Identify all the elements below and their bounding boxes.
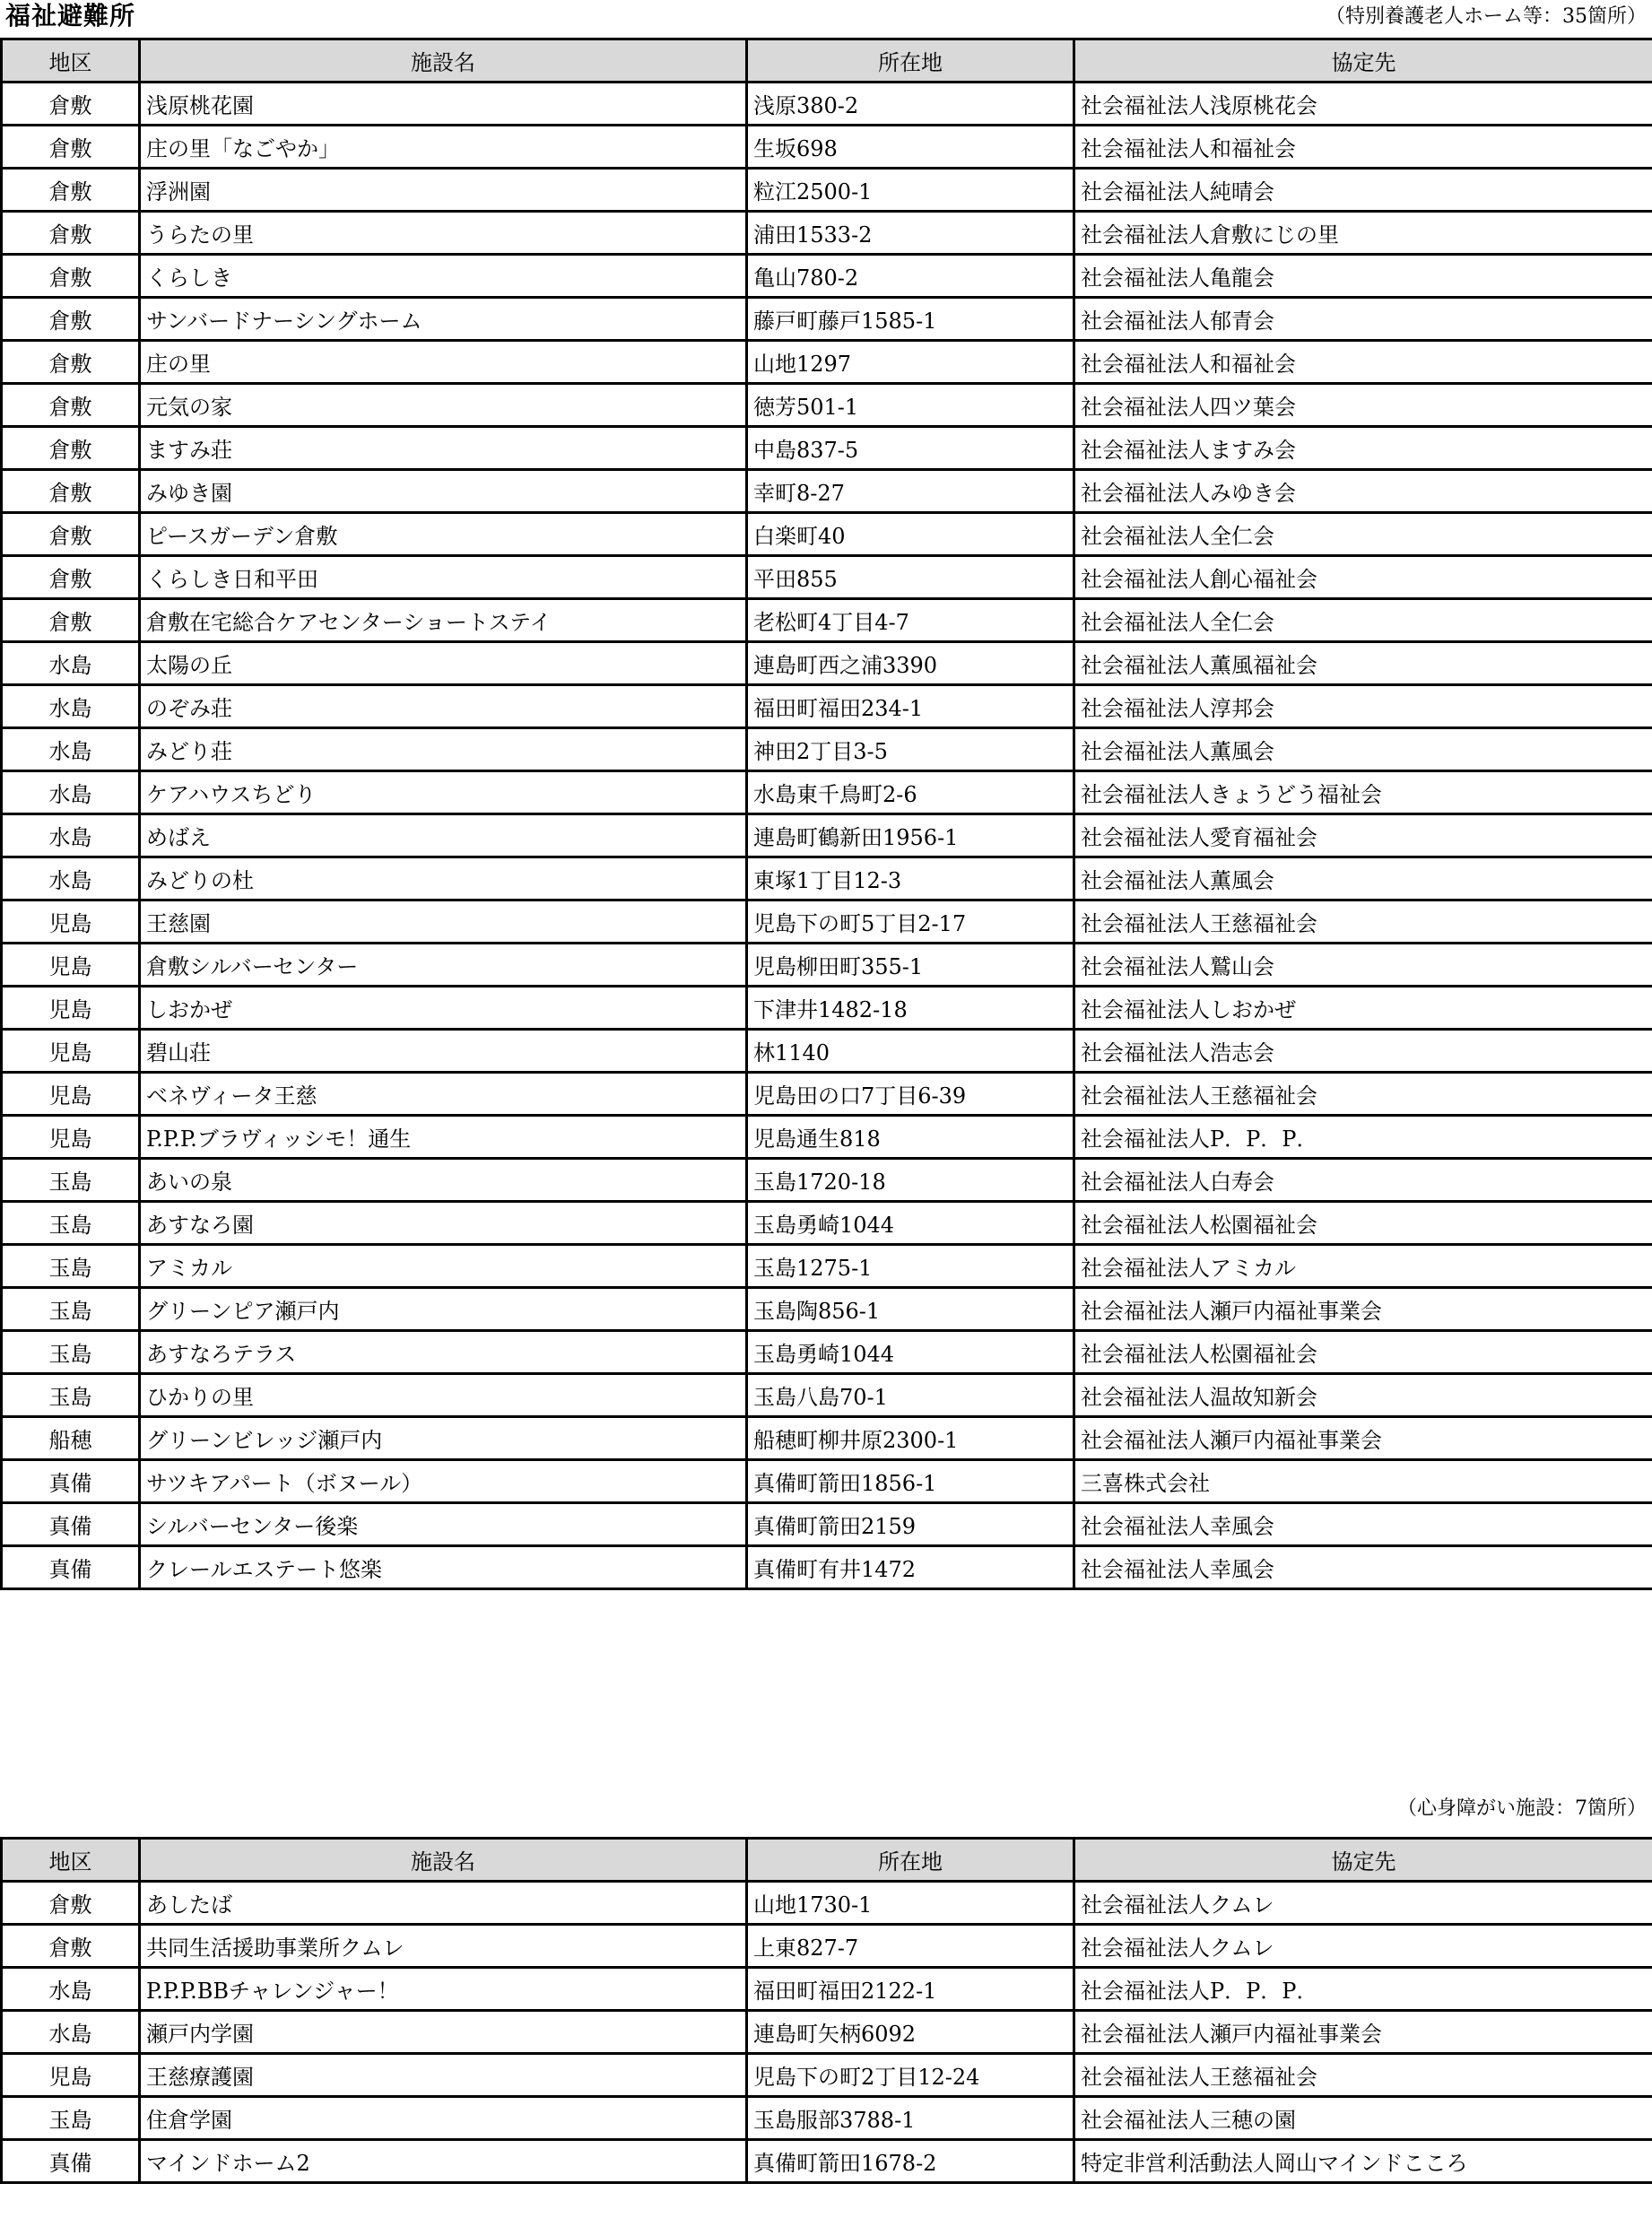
table-row (2, 1116, 1652, 1159)
agreement-partner-cell: 社会福祉法人純晴会 (1074, 169, 1652, 212)
address-cell: 真備町箭田2159 (747, 1503, 1074, 1546)
district-cell: 水島 (2, 685, 140, 728)
agreement-partner-cell: 社会福祉法人浅原桃花会 (1074, 83, 1652, 126)
table-row (2, 2011, 1652, 2054)
agreement-partner-cell: 社会福祉法人P．P．P． (1074, 1968, 1652, 2011)
address-cell: 東塚1丁目12-3 (747, 857, 1074, 900)
address-cell: 平田855 (747, 556, 1074, 599)
district-cell: 倉敷 (2, 1882, 140, 1925)
district-cell: 水島 (2, 814, 140, 857)
district-cell: 真備 (2, 1503, 140, 1546)
facility-name-cell: しおかぜ (140, 987, 747, 1030)
table-row (2, 900, 1652, 944)
district-cell: 倉敷 (2, 599, 140, 642)
facility-name-cell: あすなろテラス (140, 1331, 747, 1374)
table-row (2, 1202, 1652, 1245)
facility-name-cell: アミカル (140, 1245, 747, 1288)
facility-name-cell: みゆき園 (140, 470, 747, 513)
district-cell: 真備 (2, 1460, 140, 1503)
address-cell: 幸町8-27 (747, 470, 1074, 513)
facility-name-cell: 倉敷在宅総合ケアセンターショートステイ (140, 599, 747, 642)
district-cell: 児島 (2, 1116, 140, 1159)
facility-table-elderly (0, 38, 1652, 1590)
address-cell: 下津井1482-18 (747, 987, 1074, 1030)
table-row (2, 2054, 1652, 2097)
facility-name-cell: 王慈療護園 (140, 2054, 747, 2097)
table-row (2, 1968, 1652, 2011)
agreement-partner-cell: 社会福祉法人三穂の園 (1074, 2097, 1652, 2140)
section-note-elderly: （特別養護老人ホーム等：35箇所） (1326, 5, 1647, 28)
facility-name-cell: 浅原桃花園 (140, 83, 747, 126)
address-cell: 上東827-7 (747, 1925, 1074, 1968)
district-cell: 児島 (2, 1073, 140, 1116)
district-cell: 玉島 (2, 1202, 140, 1245)
facility-table-disability (0, 1837, 1652, 2184)
table-body (2, 1882, 1652, 2183)
address-cell: 玉島1275-1 (747, 1245, 1074, 1288)
district-cell: 倉敷 (2, 470, 140, 513)
address-cell: 玉島勇崎1044 (747, 1202, 1074, 1245)
agreement-partner-cell: 社会福祉法人松園福祉会 (1074, 1331, 1652, 1374)
district-cell: 水島 (2, 2011, 140, 2054)
agreement-partner-cell: 社会福祉法人瀬戸内福祉事業会 (1074, 1288, 1652, 1331)
address-cell: 亀山780-2 (747, 255, 1074, 298)
header-district: 地区 (2, 39, 140, 83)
table-row (2, 642, 1652, 685)
address-cell: 浦田1533-2 (747, 212, 1074, 255)
facility-name-cell: 元気の家 (140, 384, 747, 427)
district-cell: 倉敷 (2, 83, 140, 126)
address-cell: 林1140 (747, 1030, 1074, 1073)
district-cell: 倉敷 (2, 126, 140, 169)
table-row (2, 771, 1652, 814)
table-row (2, 2097, 1652, 2140)
header-facility-name: 施設名 (140, 1839, 747, 1882)
agreement-partner-cell: 社会福祉法人四ツ葉会 (1074, 384, 1652, 427)
table-row (2, 83, 1652, 126)
address-cell: 山地1730-1 (747, 1882, 1074, 1925)
table-row (2, 470, 1652, 513)
header-district: 地区 (2, 1839, 140, 1882)
header-address: 所在地 (747, 1839, 1074, 1882)
agreement-partner-cell: 社会福祉法人全仁会 (1074, 599, 1652, 642)
facility-name-cell: あいの泉 (140, 1159, 747, 1202)
address-cell: 福田町福田234-1 (747, 685, 1074, 728)
district-cell: 倉敷 (2, 298, 140, 341)
agreement-partner-cell: 社会福祉法人王慈福祉会 (1074, 2054, 1652, 2097)
facility-name-cell: くらしき (140, 255, 747, 298)
district-cell: 玉島 (2, 1374, 140, 1417)
district-cell: 船穂 (2, 1417, 140, 1460)
facility-name-cell: 太陽の丘 (140, 642, 747, 685)
district-cell: 倉敷 (2, 556, 140, 599)
facility-name-cell: みどりの杜 (140, 857, 747, 900)
address-cell: 白楽町40 (747, 513, 1074, 556)
table-row (2, 255, 1652, 298)
facility-name-cell: クレールエステート悠楽 (140, 1546, 747, 1589)
address-cell: 玉島服部3788-1 (747, 2097, 1074, 2140)
facility-name-cell: グリーンピア瀬戸内 (140, 1288, 747, 1331)
facility-name-cell: 倉敷シルバーセンター (140, 944, 747, 987)
table-row (2, 2140, 1652, 2183)
district-cell: 倉敷 (2, 169, 140, 212)
district-cell: 倉敷 (2, 1925, 140, 1968)
district-cell: 水島 (2, 728, 140, 771)
facility-name-cell: サツキアパート（ボヌール） (140, 1460, 747, 1503)
district-cell: 倉敷 (2, 384, 140, 427)
district-cell: 倉敷 (2, 255, 140, 298)
agreement-partner-cell: 社会福祉法人クムレ (1074, 1882, 1652, 1925)
address-cell: 浅原380-2 (747, 83, 1074, 126)
district-cell: 倉敷 (2, 427, 140, 470)
district-cell: 玉島 (2, 1245, 140, 1288)
facility-name-cell: うらたの里 (140, 212, 747, 255)
table-row (2, 1546, 1652, 1589)
district-cell: 玉島 (2, 1288, 140, 1331)
district-cell: 児島 (2, 987, 140, 1030)
facility-name-cell: あしたば (140, 1882, 747, 1925)
district-cell: 真備 (2, 1546, 140, 1589)
address-cell: 児島通生818 (747, 1116, 1074, 1159)
facility-name-cell: P.P.P.ブラヴィッシモ！通生 (140, 1116, 747, 1159)
agreement-partner-cell: 社会福祉法人鷲山会 (1074, 944, 1652, 987)
district-cell: 水島 (2, 771, 140, 814)
address-cell: 水島東千鳥町2-6 (747, 771, 1074, 814)
table-row (2, 1030, 1652, 1073)
table-row (2, 944, 1652, 987)
address-cell: 粒江2500-1 (747, 169, 1074, 212)
address-cell: 玉島八島70-1 (747, 1374, 1074, 1417)
facility-name-cell: 住倉学園 (140, 2097, 747, 2140)
district-cell: 玉島 (2, 1331, 140, 1374)
facility-name-cell: ケアハウスちどり (140, 771, 747, 814)
table-row (2, 857, 1652, 900)
section-note-disability: （心身障がい施設：7箇所） (1397, 1797, 1647, 1820)
agreement-partner-cell: 社会福祉法人亀龍会 (1074, 255, 1652, 298)
facility-name-cell: P.P.P.BBチャレンジャー！ (140, 1968, 747, 2011)
agreement-partner-cell: 社会福祉法人倉敷にじの里 (1074, 212, 1652, 255)
table-row (2, 169, 1652, 212)
agreement-partner-cell: 社会福祉法人瀬戸内福祉事業会 (1074, 2011, 1652, 2054)
facility-name-cell: 碧山荘 (140, 1030, 747, 1073)
agreement-partner-cell: 社会福祉法人愛育福祉会 (1074, 814, 1652, 857)
district-cell: 水島 (2, 642, 140, 685)
table-row (2, 1245, 1652, 1288)
header-agreement-partner: 協定先 (1074, 1839, 1652, 1882)
address-cell: 福田町福田2122-1 (747, 1968, 1074, 2011)
agreement-partner-cell: 社会福祉法人和福祉会 (1074, 126, 1652, 169)
table-header-row (2, 1839, 1652, 1882)
agreement-partner-cell: 社会福祉法人きょうどう福祉会 (1074, 771, 1652, 814)
header-facility-name: 施設名 (140, 39, 747, 83)
facility-name-cell: 共同生活援助事業所クムレ (140, 1925, 747, 1968)
address-cell: 児島下の町2丁目12-24 (747, 2054, 1074, 2097)
table-row (2, 728, 1652, 771)
table-row (2, 1374, 1652, 1417)
address-cell: 老松町4丁目4-7 (747, 599, 1074, 642)
facility-name-cell: みどり荘 (140, 728, 747, 771)
address-cell: 真備町箭田1856-1 (747, 1460, 1074, 1503)
facility-name-cell: マインドホーム2 (140, 2140, 747, 2183)
table-row (2, 1073, 1652, 1116)
header-address: 所在地 (747, 39, 1074, 83)
district-cell: 倉敷 (2, 341, 140, 384)
table-row (2, 556, 1652, 599)
address-cell: 玉島1720-18 (747, 1159, 1074, 1202)
district-cell: 玉島 (2, 1159, 140, 1202)
facility-name-cell: 庄の里「なごやか」 (140, 126, 747, 169)
agreement-partner-cell: 社会福祉法人王慈福祉会 (1074, 900, 1652, 944)
agreement-partner-cell: 社会福祉法人白寿会 (1074, 1159, 1652, 1202)
facility-name-cell: ひかりの里 (140, 1374, 747, 1417)
table-row (2, 814, 1652, 857)
page-title: 福祉避難所 (5, 1, 136, 30)
agreement-partner-cell: 社会福祉法人幸風会 (1074, 1546, 1652, 1589)
facility-name-cell: くらしき日和平田 (140, 556, 747, 599)
district-cell: 児島 (2, 944, 140, 987)
facility-name-cell: 瀬戸内学園 (140, 2011, 747, 2054)
table-row (2, 126, 1652, 169)
table-row (2, 1159, 1652, 1202)
district-cell: 真備 (2, 2140, 140, 2183)
address-cell: 玉島勇崎1044 (747, 1331, 1074, 1374)
table-row (2, 212, 1652, 255)
facility-name-cell: シルバーセンター後楽 (140, 1503, 747, 1546)
district-cell: 水島 (2, 1968, 140, 2011)
facility-name-cell: 浮洲園 (140, 169, 747, 212)
agreement-partner-cell: 社会福祉法人クムレ (1074, 1925, 1652, 1968)
agreement-partner-cell: 社会福祉法人松園福祉会 (1074, 1202, 1652, 1245)
district-cell: 玉島 (2, 2097, 140, 2140)
table-row (2, 685, 1652, 728)
agreement-partner-cell: 社会福祉法人みゆき会 (1074, 470, 1652, 513)
agreement-partner-cell: 社会福祉法人アミカル (1074, 1245, 1652, 1288)
district-cell: 児島 (2, 1030, 140, 1073)
facility-name-cell: サンバードナーシングホーム (140, 298, 747, 341)
address-cell: 児島田の口7丁目6-39 (747, 1073, 1074, 1116)
facility-name-cell: めばえ (140, 814, 747, 857)
agreement-partner-cell: 社会福祉法人和福祉会 (1074, 341, 1652, 384)
address-cell: 神田2丁目3-5 (747, 728, 1074, 771)
facility-name-cell: あすなろ園 (140, 1202, 747, 1245)
table-row (2, 1288, 1652, 1331)
header-agreement-partner: 協定先 (1074, 39, 1652, 83)
table-row (2, 513, 1652, 556)
agreement-partner-cell: 社会福祉法人ますみ会 (1074, 427, 1652, 470)
facility-name-cell: グリーンビレッジ瀬戸内 (140, 1417, 747, 1460)
table-row (2, 298, 1652, 341)
address-cell: 船穂町柳井原2300-1 (747, 1417, 1074, 1460)
agreement-partner-cell: 社会福祉法人薫風会 (1074, 857, 1652, 900)
address-cell: 徳芳501-1 (747, 384, 1074, 427)
agreement-partner-cell: 社会福祉法人P．P．P． (1074, 1116, 1652, 1159)
table-row (2, 1882, 1652, 1925)
address-cell: 児島下の町5丁目2-17 (747, 900, 1074, 944)
district-cell: 児島 (2, 900, 140, 944)
facility-name-cell: 庄の里 (140, 341, 747, 384)
table-row (2, 1331, 1652, 1374)
agreement-partner-cell: 社会福祉法人薫風福祉会 (1074, 642, 1652, 685)
table-header-row (2, 39, 1652, 83)
facility-name-cell: のぞみ荘 (140, 685, 747, 728)
address-cell: 真備町有井1472 (747, 1546, 1074, 1589)
table-row (2, 1925, 1652, 1968)
district-cell: 倉敷 (2, 212, 140, 255)
address-cell: 玉島陶856-1 (747, 1288, 1074, 1331)
table-row (2, 599, 1652, 642)
address-cell: 生坂698 (747, 126, 1074, 169)
table-row (2, 384, 1652, 427)
address-cell: 藤戸町藤戸1585-1 (747, 298, 1074, 341)
agreement-partner-cell: 社会福祉法人瀬戸内福祉事業会 (1074, 1417, 1652, 1460)
agreement-partner-cell: 三喜株式会社 (1074, 1460, 1652, 1503)
address-cell: 中島837-5 (747, 427, 1074, 470)
table-row (2, 1460, 1652, 1503)
address-cell: 児島柳田町355-1 (747, 944, 1074, 987)
agreement-partner-cell: 社会福祉法人薫風会 (1074, 728, 1652, 771)
table-row (2, 987, 1652, 1030)
agreement-partner-cell: 社会福祉法人王慈福祉会 (1074, 1073, 1652, 1116)
address-cell: 連島町鶴新田1956-1 (747, 814, 1074, 857)
facility-name-cell: ますみ荘 (140, 427, 747, 470)
table-row (2, 341, 1652, 384)
agreement-partner-cell: 社会福祉法人全仁会 (1074, 513, 1652, 556)
agreement-partner-cell: 社会福祉法人淳邦会 (1074, 685, 1652, 728)
district-cell: 倉敷 (2, 513, 140, 556)
agreement-partner-cell: 社会福祉法人郁青会 (1074, 298, 1652, 341)
table-row (2, 427, 1652, 470)
facility-name-cell: ピースガーデン倉敷 (140, 513, 747, 556)
address-cell: 連島町西之浦3390 (747, 642, 1074, 685)
agreement-partner-cell: 社会福祉法人幸風会 (1074, 1503, 1652, 1546)
table-body (2, 83, 1652, 1589)
table-row (2, 1417, 1652, 1460)
address-cell: 真備町箭田1678-2 (747, 2140, 1074, 2183)
facility-name-cell: ベネヴィータ王慈 (140, 1073, 747, 1116)
address-cell: 連島町矢柄6092 (747, 2011, 1074, 2054)
district-cell: 水島 (2, 857, 140, 900)
agreement-partner-cell: 社会福祉法人しおかぜ (1074, 987, 1652, 1030)
agreement-partner-cell: 社会福祉法人浩志会 (1074, 1030, 1652, 1073)
agreement-partner-cell: 社会福祉法人創心福祉会 (1074, 556, 1652, 599)
agreement-partner-cell: 特定非営利活動法人岡山マインドこころ (1074, 2140, 1652, 2183)
agreement-partner-cell: 社会福祉法人温故知新会 (1074, 1374, 1652, 1417)
address-cell: 山地1297 (747, 341, 1074, 384)
table-row (2, 1503, 1652, 1546)
facility-name-cell: 王慈園 (140, 900, 747, 944)
district-cell: 児島 (2, 2054, 140, 2097)
